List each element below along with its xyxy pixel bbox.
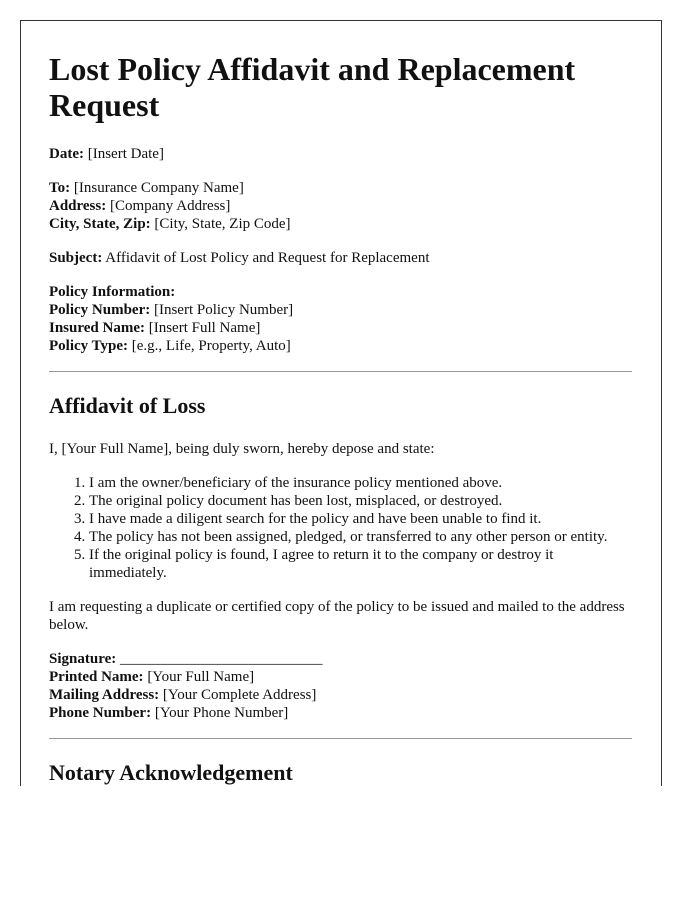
divider: [49, 371, 632, 372]
list-item: 1. I am the owner/beneficiary of the insurance policy mentioned above.: [89, 474, 632, 492]
page-title: Lost Policy Affidavit and Replacement Request: [49, 51, 576, 123]
affidavit-intro: I, [Your Full Name], being duly sworn, hereby depose and state:: [49, 441, 435, 457]
list-item: 3. I have made a diligent search for the policy and have been unable to find it.: [89, 510, 632, 528]
affidavit-statements: [49, 474, 632, 582]
list-item: 2. The original policy document has been lost, misplaced, or destroyed.: [89, 492, 632, 510]
subject-line: Subject: Affidavit of Lost Policy and Request for Replacement: [49, 250, 430, 266]
list-item: 5. If the original policy is found, I agree to return it to the company or destroy it immediately.: [89, 546, 632, 582]
recipient-block: To: [Insurance Company Name] Address: [Company Address] City, State, Zip: [City, State, Zip Code]: [49, 180, 291, 232]
divider: [49, 738, 632, 739]
document: [20, 20, 662, 786]
date-line: Date: [Insert Date]: [49, 146, 164, 162]
policy-information: Policy Information: Policy Number: [Insert Policy Number] Insured Name: [Insert Full Name] Policy Type: [e.g., Life, Property, Auto]: [49, 284, 294, 354]
list-item: 4. The policy has not been assigned, pledged, or transferred to any other person or entity.: [89, 528, 632, 546]
notary-heading: Notary Acknowledgement: [49, 760, 293, 785]
signature-block: Signature: ___________________________ Printed Name: [Your Full Name] Mailing Address: [Your Complete Address] Phone Number: [Your Phone Number]: [49, 651, 323, 721]
affidavit-heading: Affidavit of Loss: [49, 393, 206, 418]
replacement-request: I am requesting a duplicate or certified copy of the policy to be issued and mailed to the address below.: [49, 599, 625, 633]
signature-line: ___________________________: [119, 651, 323, 667]
